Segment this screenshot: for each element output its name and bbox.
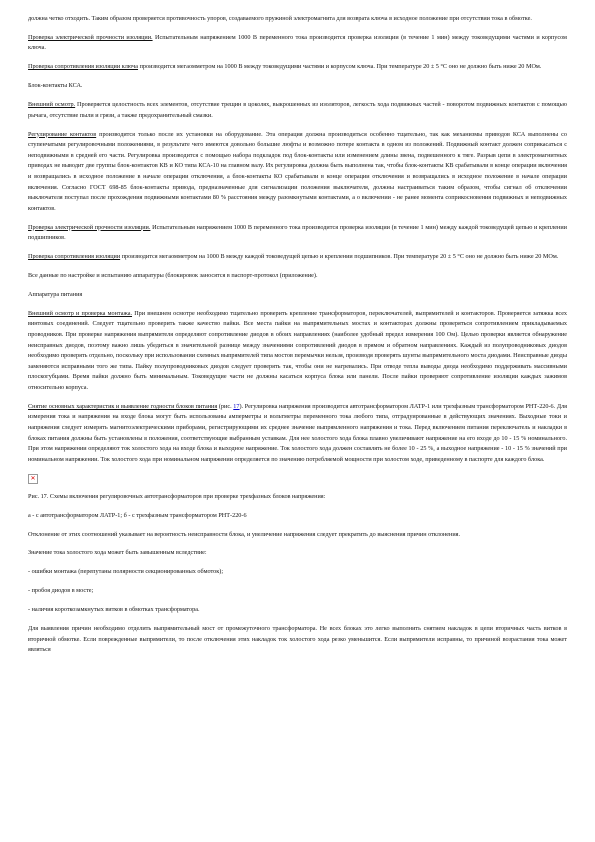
- section-heading: Внешний осмотр.: [28, 101, 76, 109]
- paragraph: Все данные по настройке и испытанию аппаратуры (блокировок заносятся в паспорт-протокол (приложение).: [28, 272, 318, 280]
- paragraph: [28, 402, 567, 466]
- paragraph-text: производится только после их установки на оборудование. Эта операция должна производиться особенно тщательно, так как механизмы приводов КСА выполнены со ступенчатыми регулировочными положениями, в результате чего имеются довольно большие люфты и возможно потере контакта в одном из положений. Подвижный контакт должен соприкасаться с неподвижными в средней его части. Регулировка производится с помощью набора подкладок под блок-контакты или изменением длины звена, подвешенного к тяге. Разрыв цепи в электромагнитных приводах не выводит две группы блок-контактов КВ и КО типа КСА-10 на главном валу. Их регулировка должна быть выполнена так, чтобы блок-контакты КВ срабатывали в конце операции включения и возвращались в исходное положение в начале операции отключения, а блок-контакты КО срабатывали в конце операции отключения и возвращались в исходное положение в начале операции включения. Согласно ГОСТ 698-85 блок-контакты привода, предназначенные для сигнализации положения выключателя, должны настраиваться таким образом, чтобы сигнал об отключении выключателя поступал после прохождения подвижными контактами 80 % расстояния между разомкнутыми контактами, а о включении - не ранее момента соприкосновения подвижных и неподвижных контактов.: [28, 130, 567, 212]
- paragraph-text: производится мегаомметром на 1000 В между каждой токоведущей цепью и креплении подшипников. При температуре 20 ± 5 °С оно не должно быть ниже 20 МОм.: [120, 253, 559, 261]
- subsection-title: Блок-контакты КСА.: [28, 82, 83, 90]
- section-heading: Проверка электрической прочности изоляции.: [28, 223, 151, 231]
- section-heading: Регулирование контактов: [28, 130, 97, 138]
- subsection-title: Аппаратура питания: [28, 290, 83, 298]
- paragraph: [28, 33, 567, 54]
- paragraph: [28, 252, 567, 263]
- paragraph-text: ). Регулировка напряжения производится автотрансформатором ЛАТР-1 или трехфазным трансформатором РНТ-220-6. Для измерения тока и напряжения на входе блока могут быть использованы амперметры и вольтметры переменного тока любого типа, отградуированные в действующих значениях. Выходные токи и напряжения следует измерять магнитоэлектрическими приборами, регистрирующими их среднее значение выпрямленного напряжения и тока. Перед включением питания переключатель и накладки в блоках питания должны быть установлены в положения, соответствующие выбранным уставкам. Для нее холостого хода блока плавно увеличивают напряжение на его входе до 10 - 15 % номинального. При этом напряжении определяют ток холостого хода на входе блока и выходное напряжение. Ток холостого хода должен составлять не более 10 - 25 %, а выходное напряжение - 10 - 15 % значений при номинальном напряжении. Ток холостого хода при номинальном напряжении определяется по значению потребляемой мощности при холостом ходе, приведенному в паспорте для каждого блока.: [28, 402, 568, 463]
- section-heading: Проверка сопротивления изоляции: [28, 253, 121, 261]
- list-item: - ошибки монтажа (перепутаны полярности секционированных обмоток);: [28, 568, 224, 576]
- paragraph: [28, 223, 567, 244]
- paragraph-text: производится мегаомметром на 1000 В между токоведущими частями и корпусом ключа. При температуре 20 ± 5 °С оно не должно быть ниже 20 МОм.: [138, 63, 542, 71]
- figure-link[interactable]: 17: [233, 402, 240, 410]
- paragraph: должна четко отходить. Таким образом проверяется противочность упоров, создаваемого пружиной электромагнита для возврата ключа в исходное положение при отсутствии тока в обмотке.: [28, 15, 532, 22]
- paragraph: Для выявления причин необходимо отделить выпрямительный мост от промежуточного трансформатора. Не всех блоках это легко выполнить снятием накладок в цепи вторичных часть витков в вторичной обмотке. Если поврежденные выпрямители, то после отключения этих накладок ток холостого хода резко уменьшится. Если выпрямители исправны, то причиной возрастания тока может являться: [28, 624, 567, 654]
- paragraph: Значение тока холостого хода может быть завышенным вследствие:: [28, 549, 207, 557]
- paragraph: Отклонение от этих соотношений указывает на вероятность неисправности блока, и увеличение напряжения следует прекратить до выяснения причин отклонения.: [28, 530, 461, 538]
- section-heading: Проверка электрической прочности изоляции.: [28, 33, 153, 41]
- figure-caption-legend: а - с автотрансформатором ЛАТР-1; б - с трехфазным трансформатором РНТ-220-6: [28, 511, 247, 519]
- broken-image-icon[interactable]: [28, 474, 38, 484]
- paragraph: [28, 130, 567, 215]
- paragraph-text: Испытательным напряжением 1000 В переменного тока производится проверка изоляции (в течение 1 мин) между токоведущими частями и корпусом ключа.: [28, 33, 567, 52]
- list-item: - пробоя диодов в мосте;: [28, 587, 94, 595]
- paragraph-text: (рис.: [217, 402, 234, 410]
- section-heading: Снятие основных характеристик и выявление годности блоков питания: [28, 402, 218, 410]
- paragraph-text: Испытательным напряжением 1000 В переменного тока производится проверка изоляции (в течение 1 мин) между каждой токоведущей цепью и креплении подшипников.: [28, 223, 567, 242]
- paragraph-text: При внешнем осмотре необходимо тщательно проверить крепление трансформаторов, переключателей, выпрямителей и контакторов. Проверяется затяжка всех винтовых соединений. Следует тщательно проверить также качество пайки. Все места пайки на выпрямительных мостах и контакторах должны проверяться сопротивлением прикладываемых проводников. При проверке напряжения выпрямителя определяют сопротивление диодов в обоих направлениях (наиболее удобный предел измерения 100 Ом). Целью проверки является обнаружение неисправных диодов, поэтому важно лишь убедиться в значительной разнице между значениями сопротивлений диодов в прямом и обратном направлениях. Каждый из полупроводниковых диодов необходимо проверять отдельно, поскольку при использовании схемных выпрямителей типа мостов перемычки нельзя, производя проверять шунты выпрямительного моста диодами. Неисправные диоды заменяются исправными того же типа. Пайку полупроводниковых диодов следует проверять так, чтобы они не нагревались. При отводе тепла выводы диода необходимо поддерживать массивными плоскогубцами. Время пайки должно быть минимальным. Токоведущие части не должны касаться корпуса блока или панели. После пайки проверяют сопротивление изоляции каждых зажимов относительно корпуса.: [28, 309, 567, 391]
- paragraph: [28, 309, 567, 394]
- section-heading: Внешний осмотр и проверка монтажа.: [28, 309, 133, 317]
- section-heading: Проверка сопротивления изоляции ключа: [28, 63, 139, 71]
- list-item: - наличия короткозамкнутых витков в обмотках трансформатора.: [28, 606, 200, 614]
- figure-caption: Рис. 17. Схемы включения регулировочных автотрансформаторов при проверке трехфазных блоков напряжения:: [28, 492, 326, 500]
- paragraph: [28, 100, 567, 121]
- broken-image-glyph: ✕: [30, 474, 36, 482]
- paragraph-text: Проверяется целостность всех элементов, отсутствие трещин в цоколях, выкрошенных из изоляторов, легкость хода подвижных частей - поворотом подвижных контактов с помощью рычага, отсутствие пыли и грязи, а также предохранительный смазки.: [28, 101, 567, 119]
- paragraph: [28, 62, 567, 73]
